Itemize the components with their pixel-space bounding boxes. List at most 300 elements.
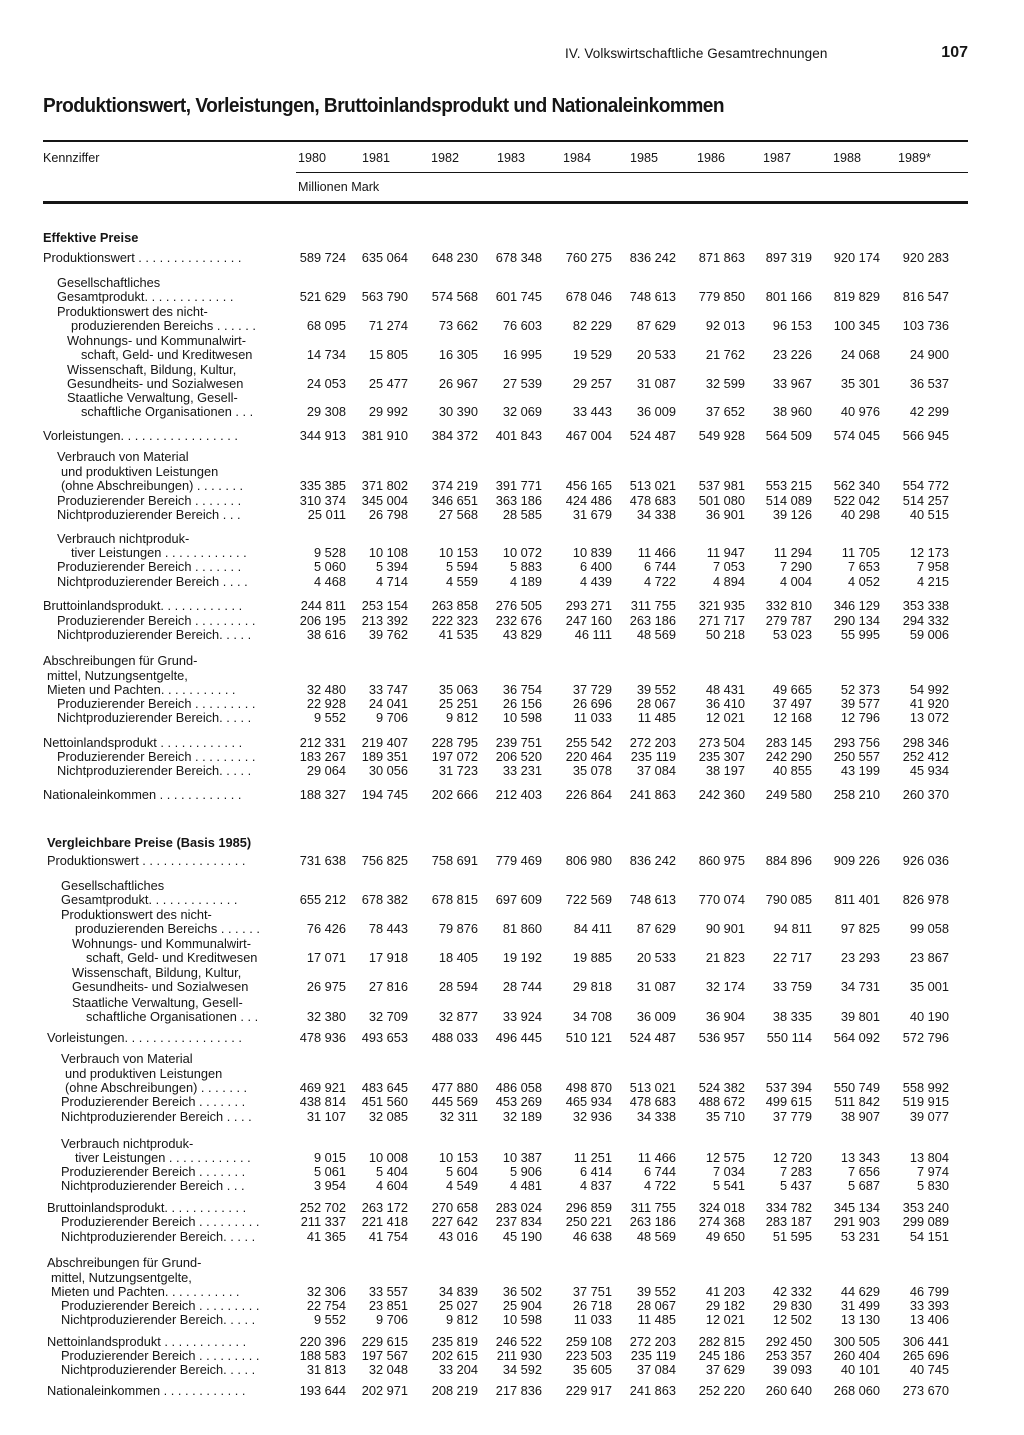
table-cell: 524 487	[629, 1030, 676, 1045]
table-cell: 290 134	[833, 613, 880, 628]
table-cell: 9 706	[375, 710, 408, 725]
table-cell: 25 027	[438, 1298, 478, 1313]
table-cell: 7 656	[847, 1164, 880, 1179]
table-cell: 5 541	[712, 1178, 745, 1193]
table-cell: 554 772	[902, 478, 949, 493]
table-cell: 253 154	[361, 598, 408, 613]
table-cell: 252 702	[299, 1200, 346, 1215]
table-cell: 39 552	[636, 1284, 676, 1299]
table-cell: 335 385	[299, 478, 346, 493]
table-cell: 26 975	[306, 979, 346, 994]
table-cell: 11 485	[637, 710, 676, 725]
table-cell: 32 069	[502, 404, 542, 419]
table-cell: 48 569	[636, 627, 676, 642]
table-cell: 49 650	[705, 1229, 745, 1244]
table-cell: 40 515	[909, 507, 949, 522]
table-cell: 55 995	[840, 627, 880, 642]
row-label: Nichtproduzierender Bereich. . . . .	[57, 627, 252, 642]
table-cell: 99 058	[909, 921, 949, 936]
table-cell: 31 813	[306, 1362, 346, 1377]
table-cell: 246 522	[495, 1334, 542, 1349]
stub-header: Kennziffer	[43, 151, 100, 165]
table-cell: 13 130	[840, 1312, 880, 1327]
table-cell: 222 323	[431, 613, 478, 628]
table-cell: 32 480	[306, 682, 346, 697]
table-cell: 22 717	[772, 950, 812, 965]
table-cell: 4 549	[445, 1178, 478, 1193]
table-cell: 52 373	[840, 682, 880, 697]
row-label: Abschreibungen für Grund-	[43, 653, 198, 668]
table-cell: 32 877	[438, 1009, 478, 1024]
table-cell: 467 004	[565, 428, 612, 443]
table-cell: 11 251	[573, 1150, 612, 1165]
table-cell: 4 439	[579, 574, 612, 589]
row-label: Nationaleinkommen . . . . . . . . . . . .	[43, 787, 242, 802]
table-cell: 232 676	[495, 613, 542, 628]
table-cell: 46 799	[909, 1284, 949, 1299]
table-cell: 12 173	[909, 545, 949, 560]
table-cell: 5 437	[779, 1178, 812, 1193]
table-cell: 292 450	[765, 1334, 812, 1349]
row-label: Produzierender Bereich . . . . . . .	[61, 1164, 246, 1179]
table-cell: 35 605	[572, 1362, 612, 1377]
row-label: Gesundheits- und Sozialwesen	[67, 376, 244, 391]
table-cell: 29 818	[572, 979, 612, 994]
section-title: Vergleichbare Preise (Basis 1985)	[47, 835, 252, 850]
table-cell: 15 805	[368, 347, 408, 362]
table-cell: 36 754	[502, 682, 542, 697]
table-cell: 43 199	[840, 763, 880, 778]
table-cell: 208 219	[431, 1383, 478, 1398]
table-cell: 537 981	[698, 478, 745, 493]
table-cell: 36 502	[502, 1284, 542, 1299]
table-cell: 212 403	[495, 787, 542, 802]
table-cell: 34 731	[840, 979, 880, 994]
table-cell: 34 839	[438, 1284, 478, 1299]
row-label: Produzierender Bereich . . . . . . . . .	[57, 613, 256, 628]
table-cell: 229 917	[565, 1383, 612, 1398]
row-label: schaft, Geld- und Kreditwesen	[86, 950, 258, 965]
table-cell: 270 658	[431, 1200, 478, 1215]
table-cell: 271 717	[698, 613, 745, 628]
table-cell: 39 093	[772, 1362, 812, 1377]
table-cell: 5 604	[445, 1164, 478, 1179]
table-cell: 9 706	[375, 1312, 408, 1327]
row-label: Produzierender Bereich . . . . . . .	[57, 493, 242, 508]
row-label: Verbrauch von Material	[61, 1051, 193, 1066]
table-cell: 4 604	[375, 1178, 408, 1193]
table-cell: 22 754	[306, 1298, 346, 1313]
table-cell: 7 283	[779, 1164, 812, 1179]
table-cell: 9 528	[313, 545, 346, 560]
table-cell: 6 400	[579, 559, 612, 574]
table-cell: 4 189	[509, 574, 542, 589]
table-cell: 38 616	[306, 627, 346, 642]
row-label: Produktionswert des nicht-	[61, 906, 212, 922]
table-cell: 871 863	[698, 250, 745, 265]
table-cell: 34 338	[636, 507, 676, 522]
table-cell: 391 771	[495, 478, 542, 493]
table-cell: 469 921	[299, 1080, 346, 1095]
table-cell: 5 394	[375, 559, 408, 574]
table-cell: 92 013	[705, 318, 745, 333]
table-cell: 206 195	[299, 613, 346, 628]
table-cell: 4 894	[712, 574, 745, 589]
table-cell: 549 928	[698, 428, 745, 443]
table-cell: 334 782	[765, 1200, 812, 1215]
row-label: Nichtproduzierender Bereich. . . . .	[57, 763, 252, 778]
year-header: 1989*	[898, 151, 931, 165]
table-cell: 9 552	[313, 1312, 346, 1327]
table-cell: 33 924	[502, 1009, 542, 1024]
row-label: Produzierender Bereich . . . . . . .	[61, 1094, 246, 1109]
table-cell: 33 204	[438, 1362, 478, 1377]
table-cell: 33 393	[909, 1298, 949, 1313]
table-cell: 273 670	[902, 1383, 949, 1398]
table-cell: 760 275	[565, 250, 612, 265]
table-cell: 537 394	[765, 1080, 812, 1095]
table-cell: 76 426	[306, 921, 346, 936]
table-cell: 11 705	[841, 545, 880, 560]
row-label: Gesellschaftliches	[61, 877, 165, 893]
table-cell: 514 089	[765, 493, 812, 508]
table-cell: 31 087	[636, 376, 676, 391]
table-cell: 38 960	[772, 404, 812, 419]
table-cell: 5 687	[847, 1178, 880, 1193]
table-cell: 197 567	[361, 1348, 408, 1363]
table-cell: 28 594	[438, 979, 478, 994]
table-cell: 344 913	[299, 428, 346, 443]
table-cell: 401 843	[495, 428, 542, 443]
row-label: Wohnungs- und Kommunalwirt-	[72, 935, 252, 951]
table-cell: 258 210	[833, 787, 880, 802]
table-cell: 223 503	[565, 1348, 612, 1363]
table-cell: 31 679	[572, 507, 612, 522]
table-cell: 11 485	[637, 1312, 676, 1327]
table-cell: 572 796	[902, 1030, 949, 1045]
table-cell: 806 980	[565, 853, 612, 868]
table-cell: 35 078	[572, 763, 612, 778]
table-cell: 17 071	[306, 950, 346, 965]
row-label: Verbrauch nichtproduk-	[61, 1135, 194, 1151]
table-cell: 41 754	[368, 1229, 408, 1244]
table-cell: 245 186	[698, 1348, 745, 1363]
table-cell: 217 836	[495, 1383, 542, 1398]
table-cell: 265 696	[902, 1348, 949, 1363]
table-cell: 294 332	[902, 613, 949, 628]
table-cell: 227 642	[431, 1214, 478, 1229]
table-cell: 4 052	[847, 574, 880, 589]
table-cell: 524 487	[629, 428, 676, 443]
table-cell: 235 119	[630, 1348, 676, 1363]
table-cell: 510 121	[565, 1030, 612, 1045]
row-label: Verbrauch von Material	[57, 449, 189, 464]
table-cell: 12 575	[705, 1150, 745, 1165]
table-cell: 501 080	[698, 493, 745, 508]
table-cell: 34 338	[636, 1109, 676, 1124]
table-cell: 456 165	[565, 478, 612, 493]
table-cell: 7 974	[916, 1164, 949, 1179]
table-cell: 220 396	[299, 1334, 346, 1349]
table-cell: 12 021	[705, 1312, 745, 1327]
year-header: 1985	[630, 151, 659, 165]
table-cell: 31 723	[438, 763, 478, 778]
table-cell: 235 819	[431, 1334, 478, 1349]
table-cell: 574 568	[431, 289, 478, 304]
row-label: Nichtproduzierender Bereich . . .	[61, 1178, 245, 1193]
table-cell: 790 085	[765, 892, 812, 907]
table-cell: 9 015	[313, 1150, 346, 1165]
row-label: tiver Leistungen . . . . . . . . . . . .	[75, 1150, 251, 1165]
table-cell: 5 830	[916, 1178, 949, 1193]
table-cell: 574 045	[833, 428, 880, 443]
table-cell: 49 665	[772, 682, 812, 697]
table-cell: 43 829	[502, 627, 542, 642]
table-cell: 46 638	[572, 1229, 612, 1244]
table-cell: 94 811	[773, 921, 812, 936]
table-cell: 424 486	[565, 493, 612, 508]
table-cell: 25 011	[307, 507, 346, 522]
table-cell: 909 226	[833, 853, 880, 868]
row-label: schaftliche Organisationen . . .	[86, 1009, 259, 1024]
table-cell: 263 186	[629, 613, 676, 628]
table-cell: 34 592	[502, 1362, 542, 1377]
table-cell: 6 744	[643, 559, 676, 574]
table-cell: 300 505	[833, 1334, 880, 1349]
table-cell: 35 001	[909, 979, 949, 994]
table-cell: 6 744	[643, 1164, 676, 1179]
row-label: Produzierender Bereich . . . . . . . . .	[61, 1348, 260, 1363]
table-cell: 39 077	[909, 1109, 949, 1124]
table-cell: 24 041	[368, 696, 408, 711]
table-cell: 189 351	[361, 749, 408, 764]
table-cell: 239 751	[495, 735, 542, 750]
table-cell: 38 197	[705, 763, 745, 778]
table-cell: 564 092	[833, 1030, 880, 1045]
table-cell: 13 072	[909, 710, 949, 725]
row-label: Mieten und Pachten. . . . . . . . . . .	[47, 682, 236, 697]
table-cell: 9 812	[445, 710, 478, 725]
row-label: Gesamtprodukt. . . . . . . . . . . . .	[57, 289, 234, 304]
table-cell: 748 613	[629, 289, 676, 304]
table-cell: 37 729	[572, 682, 612, 697]
table-cell: 7 958	[916, 559, 949, 574]
table-cell: 202 615	[431, 1348, 478, 1363]
table-cell: 36 904	[705, 1009, 745, 1024]
table-cell: 276 505	[495, 598, 542, 613]
table-cell: 31 499	[840, 1298, 880, 1313]
table-cell: 84 411	[573, 921, 612, 936]
table-cell: 6 414	[579, 1164, 612, 1179]
page-number: 107	[941, 44, 968, 61]
table-cell: 493 653	[361, 1030, 408, 1045]
table-cell: 24 900	[909, 347, 949, 362]
table-cell: 29 182	[705, 1298, 745, 1313]
table-cell: 39 577	[840, 696, 880, 711]
table-cell: 4 559	[445, 574, 478, 589]
year-header: 1986	[697, 151, 726, 165]
table-cell: 90 901	[705, 921, 745, 936]
table-cell: 37 084	[636, 763, 676, 778]
table-cell: 38 907	[840, 1109, 880, 1124]
table-cell: 12 502	[772, 1312, 812, 1327]
table-cell: 722 569	[565, 892, 612, 907]
table-cell: 81 860	[502, 921, 542, 936]
table-cell: 33 443	[572, 404, 612, 419]
table-cell: 59 006	[909, 627, 949, 642]
table-cell: 19 529	[572, 347, 612, 362]
table-cell: 16 305	[438, 347, 478, 362]
table-cell: 25 477	[368, 376, 408, 391]
table-cell: 226 864	[565, 787, 612, 802]
year-header: 1987	[763, 151, 792, 165]
table-cell: 5 061	[313, 1164, 346, 1179]
row-label: Nettoinlandsprodukt . . . . . . . . . . . .	[43, 735, 243, 750]
table-cell: 519 915	[902, 1094, 949, 1109]
table-cell: 37 497	[772, 696, 812, 711]
table-cell: 45 934	[909, 763, 949, 778]
table-cell: 228 795	[431, 735, 478, 750]
table-cell: 221 418	[361, 1214, 408, 1229]
table-cell: 241 863	[629, 787, 676, 802]
unit-label: Millionen Mark	[298, 180, 380, 194]
table-cell: 188 327	[299, 787, 346, 802]
table-cell: 87 629	[636, 318, 676, 333]
row-label: Produzierender Bereich . . . . . . . . .	[57, 749, 256, 764]
table-cell: 103 736	[902, 318, 949, 333]
table-cell: 244 811	[300, 598, 346, 613]
table-cell: 29 257	[572, 376, 612, 391]
table-cell: 558 992	[902, 1080, 949, 1095]
table-cell: 53 231	[840, 1229, 880, 1244]
row-label: Produktionswert des nicht-	[57, 303, 208, 319]
row-label: (ohne Abschreibungen) . . . . . . .	[61, 478, 244, 493]
table-cell: 5 906	[509, 1164, 542, 1179]
table-cell: 242 360	[698, 787, 745, 802]
table-cell: 12 796	[840, 710, 880, 725]
row-label: Vorleistungen. . . . . . . . . . . . . . . . .	[43, 428, 238, 443]
row-label: Wissenschaft, Bildung, Kultur,	[67, 361, 237, 377]
table-cell: 563 790	[361, 289, 408, 304]
table-cell: 819 829	[833, 289, 880, 304]
table-cell: 324 018	[698, 1200, 745, 1215]
table-cell: 26 967	[438, 376, 478, 391]
table-cell: 521 629	[299, 289, 346, 304]
table-cell: 4 215	[916, 574, 949, 589]
table-cell: 252 220	[698, 1383, 745, 1398]
row-label: Nichtproduzierender Bereich . . .	[57, 507, 241, 522]
table-cell: 22 928	[306, 696, 346, 711]
table-cell: 748 613	[629, 892, 676, 907]
table-cell: 272 203	[629, 1334, 676, 1349]
table-cell: 188 583	[299, 1348, 346, 1363]
table-cell: 291 903	[833, 1214, 880, 1229]
table-cell: 19 885	[572, 950, 612, 965]
row-label: Verbrauch nichtproduk-	[57, 530, 190, 546]
table-cell: 241 863	[629, 1383, 676, 1398]
table-cell: 41 920	[909, 696, 949, 711]
table-cell: 32 048	[368, 1362, 408, 1377]
table-title: Produktionswert, Vorleistungen, Bruttoinlandsprodukt und Nationaleinkommen	[43, 94, 725, 117]
table-cell: 41 203	[705, 1284, 745, 1299]
table-cell: 29 992	[368, 404, 408, 419]
table-cell: 53 023	[772, 627, 812, 642]
table-cell: 926 036	[902, 853, 949, 868]
table-cell: 220 464	[565, 749, 612, 764]
table-cell: 32 306	[306, 1284, 346, 1299]
table-cell: 33 747	[368, 682, 408, 697]
table-cell: 274 368	[698, 1214, 745, 1229]
row-label: Abschreibungen für Grund-	[47, 1255, 202, 1270]
table-cell: 678 815	[431, 892, 478, 907]
table-cell: 193 644	[299, 1383, 346, 1398]
table-cell: 20 533	[636, 347, 676, 362]
table-cell: 10 153	[438, 1150, 478, 1165]
table-cell: 11 294	[773, 545, 812, 560]
table-cell: 13 804	[909, 1150, 949, 1165]
table-cell: 478 683	[629, 493, 676, 508]
table-cell: 550 749	[833, 1080, 880, 1095]
table-cell: 920 174	[833, 250, 880, 265]
table-cell: 263 858	[431, 598, 478, 613]
table-cell: 801 166	[765, 289, 812, 304]
row-label: Nichtproduzierender Bereich. . . . .	[61, 1229, 256, 1244]
table-cell: 273 504	[698, 735, 745, 750]
row-label: Nichtproduzierender Bereich. . . . .	[57, 710, 252, 725]
table-cell: 451 560	[361, 1094, 408, 1109]
table-cell: 27 568	[438, 507, 478, 522]
row-label: schaft, Geld- und Kreditwesen	[81, 347, 253, 362]
row-label: Vorleistungen. . . . . . . . . . . . . . . . .	[47, 1030, 242, 1045]
table-cell: 29 064	[306, 763, 346, 778]
table-cell: 35 063	[438, 682, 478, 697]
table-cell: 18 405	[438, 950, 478, 965]
table-cell: 50 218	[705, 627, 745, 642]
table-cell: 78 443	[368, 921, 408, 936]
row-label: Nichtproduzierender Bereich . . . .	[57, 574, 248, 589]
row-label: Produzierender Bereich . . . . . . . . .	[61, 1214, 260, 1229]
table-cell: 263 186	[629, 1214, 676, 1229]
table-cell: 353 240	[902, 1200, 949, 1215]
table-cell: 293 271	[565, 598, 612, 613]
table-cell: 678 382	[361, 892, 408, 907]
table-cell: 96 153	[772, 318, 812, 333]
table-cell: 36 537	[909, 376, 949, 391]
table-cell: 26 696	[572, 696, 612, 711]
table-cell: 345 134	[833, 1200, 880, 1215]
table-cell: 44 629	[840, 1284, 880, 1299]
table-cell: 14 734	[306, 347, 346, 362]
row-label: schaftliche Organisationen . . .	[81, 404, 254, 419]
table-cell: 23 867	[909, 950, 949, 965]
table-cell: 478 936	[299, 1030, 346, 1045]
row-label: Produzierender Bereich . . . . . . . . .	[57, 696, 256, 711]
table-cell: 488 033	[431, 1030, 478, 1045]
row-label: Nichtproduzierender Bereich. . . . .	[61, 1312, 256, 1327]
table-cell: 45 190	[502, 1229, 542, 1244]
table-cell: 29 308	[306, 404, 346, 419]
year-header: 1983	[497, 151, 526, 165]
table-cell: 363 186	[495, 493, 542, 508]
table-cell: 36 901	[705, 507, 745, 522]
table-cell: 28 585	[502, 507, 542, 522]
table-cell: 11 947	[706, 545, 745, 560]
table-cell: 920 283	[902, 250, 949, 265]
table-cell: 36 009	[636, 404, 676, 419]
table-cell: 4 722	[643, 574, 676, 589]
table-cell: 30 056	[368, 763, 408, 778]
table-cell: 10 839	[572, 545, 612, 560]
